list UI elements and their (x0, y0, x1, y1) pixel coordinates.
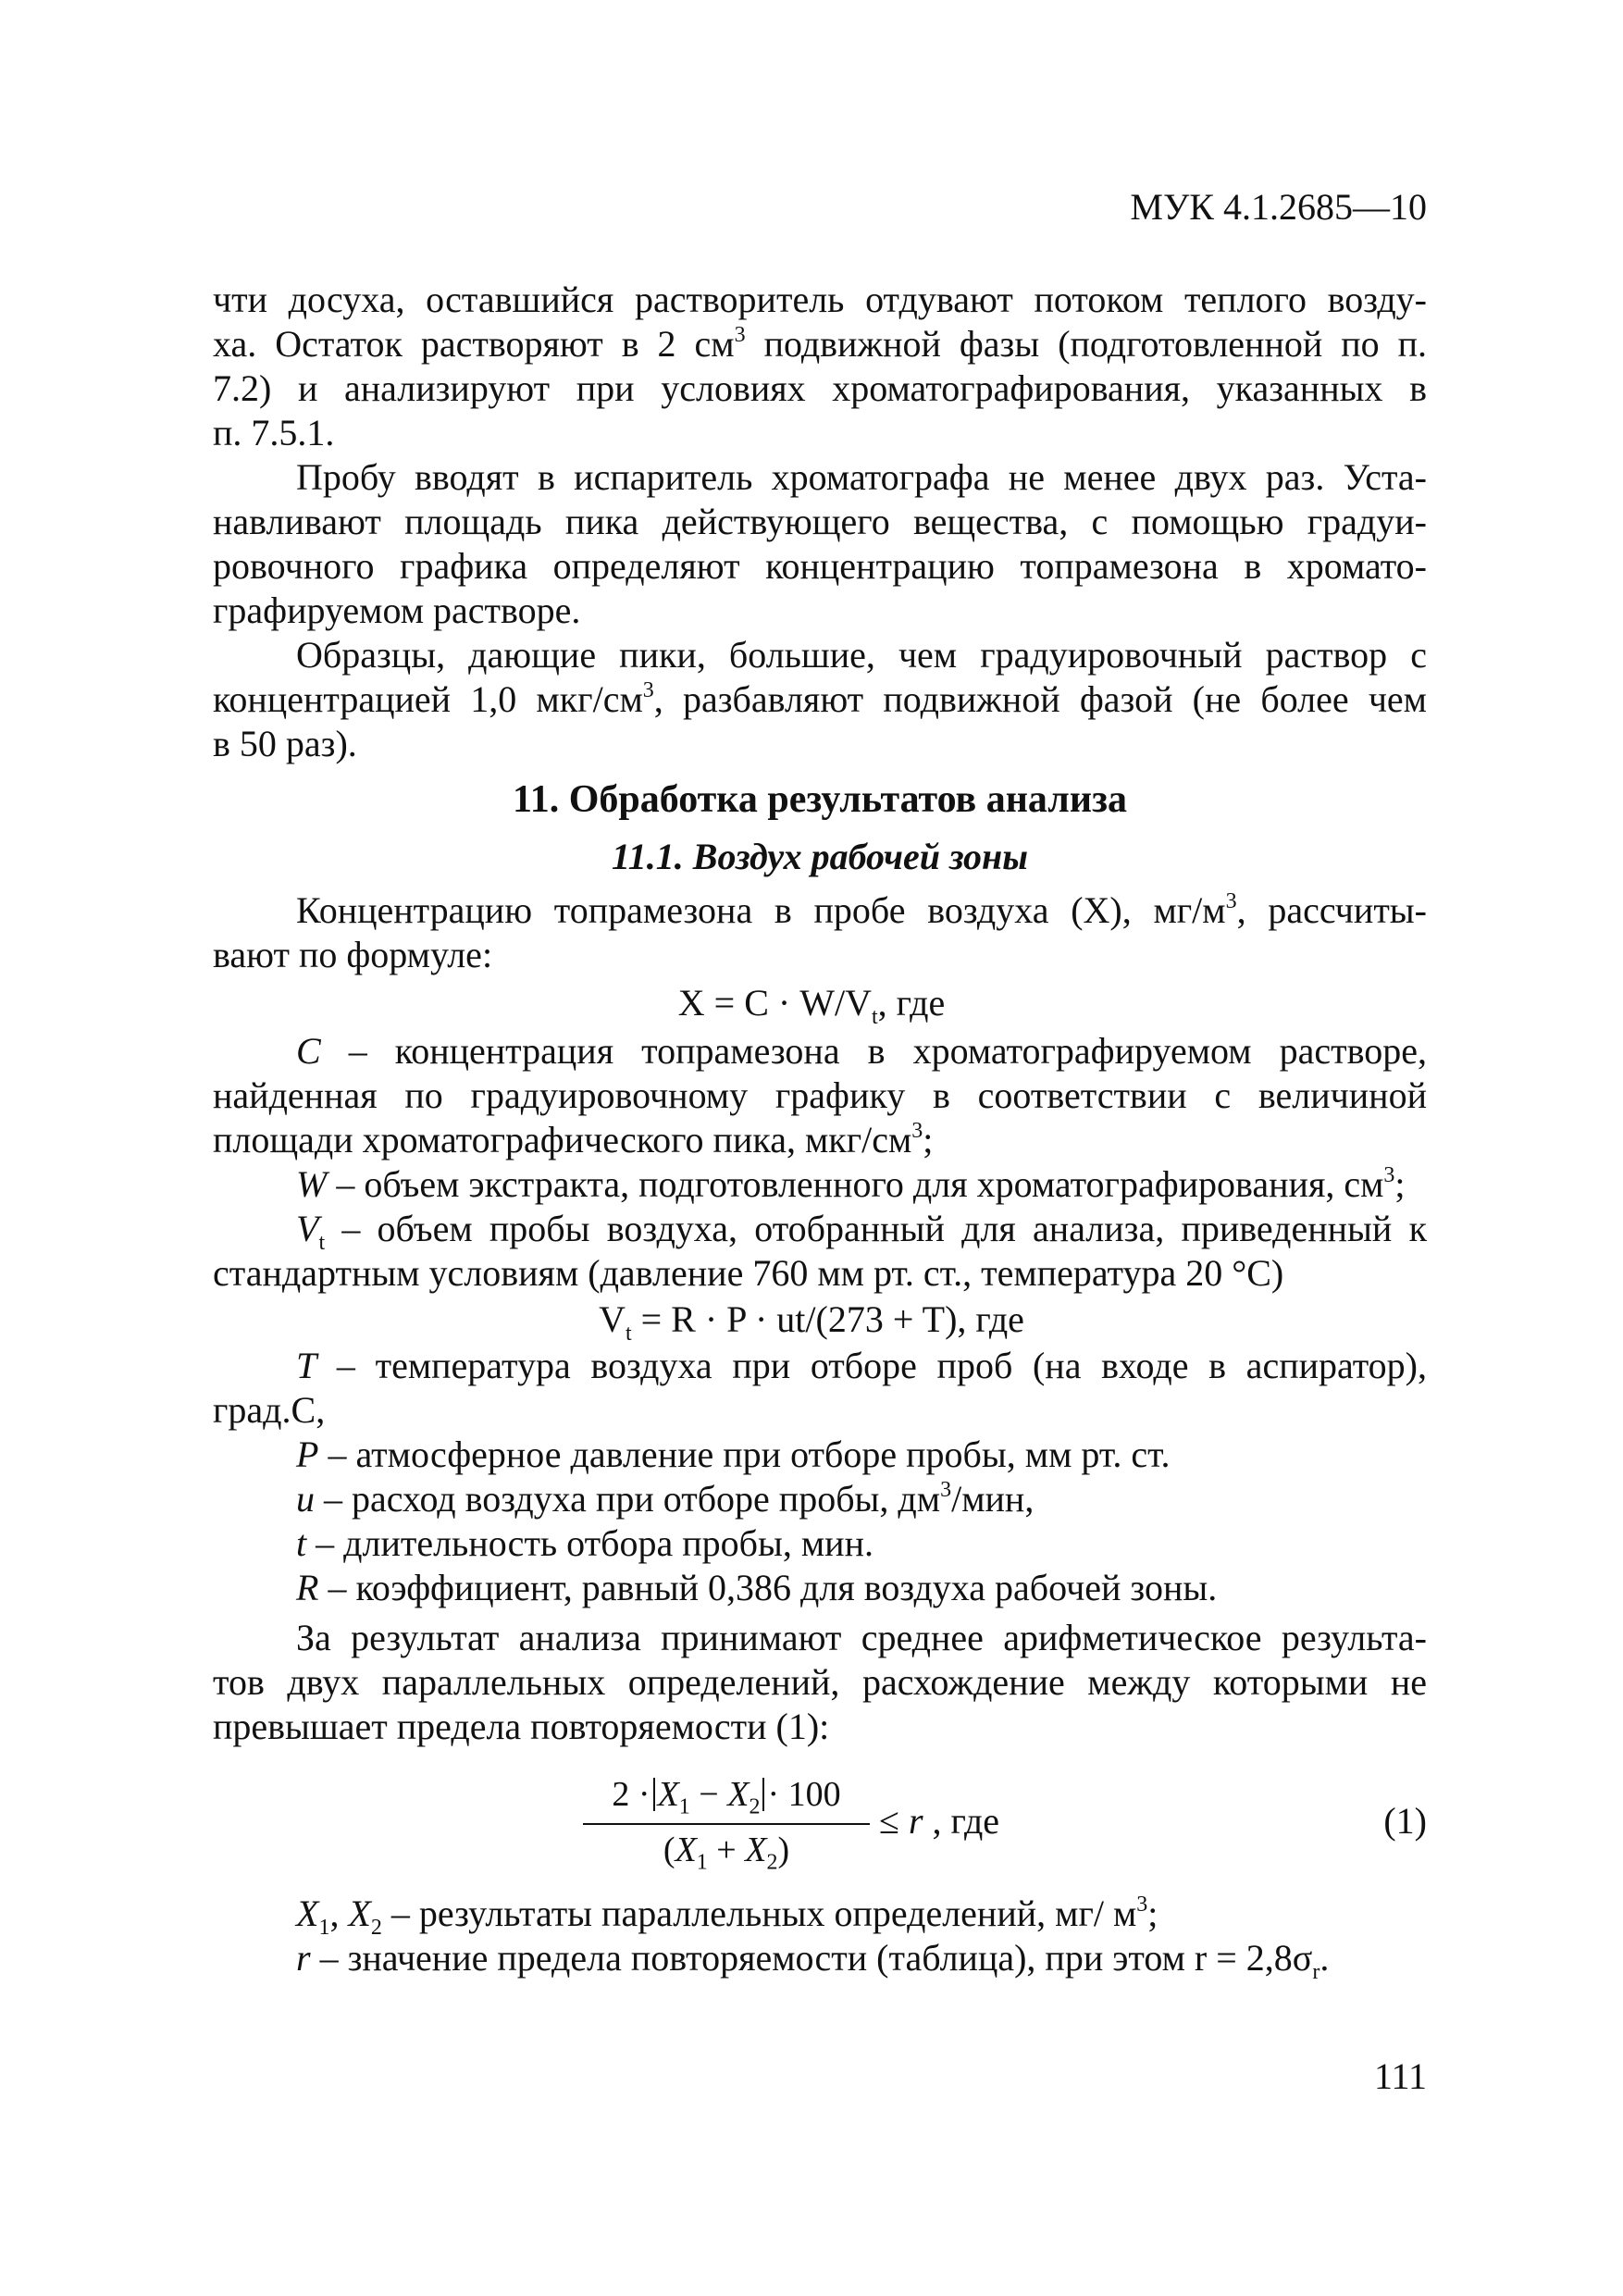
text-line: чти досуха, оставшийся растворитель отдувают потоком теплого возду- (213, 279, 1427, 320)
document-id-header: МУК 4.1.2685—10 (1130, 186, 1427, 228)
formula-concentration: $Х = С \cdot W/V_t$, где (677, 982, 946, 1029)
definition-c: С – концентрация топрамезона в хроматографируемом растворе, (296, 1030, 1427, 1072)
text-line: Концентрацию топрамезона в пробе воздуха (Х), $мг/м^3$, рассчиты- (296, 888, 1427, 931)
paragraph-2 (213, 455, 1427, 633)
text-line: навливают площадь пика действующего вещества, с помощью градуи- (213, 501, 1427, 542)
definition-x: $X_1$, $X_2$ – результаты параллельных определений, мг/ $м^3$; (296, 1892, 1158, 1940)
text-line: Образцы, дающие пики, большие, чем градуировочный раствор с (296, 634, 1427, 676)
text-line: графируемом растворе. (213, 590, 581, 631)
page-number: 111 (1373, 2055, 1427, 2097)
text-line: Пробу вводят в испаритель хроматографа не менее двух раз. Уста- (296, 456, 1427, 498)
text-line: п. 7.5.1. (213, 412, 335, 453)
definition-t: T – температура воздуха при отборе проб (на входе в аспиратор), (296, 1345, 1427, 1386)
text-line: найденная по градуировочному графику в соответствии с величиной (213, 1074, 1427, 1116)
fraction-bar (583, 1823, 870, 1825)
definition-p: P – атмосферное давление при отборе пробы, мм рт. ст. (296, 1433, 1171, 1475)
text-line: концентрацией 1,0 мкг/$см^3$, разбавляют подвижной фазой (не более чем (213, 677, 1427, 720)
paragraph-4 (213, 888, 1427, 977)
text-line: стандартным условиям (давление 760 мм рт. ст., температура 20 °С) (213, 1252, 1284, 1294)
paragraph-5 (213, 1616, 1427, 1749)
fraction-numerator: $2 \cdot X_1 - X_2 \cdot 100$ (612, 1775, 841, 1819)
text-line: площади хроматографического пика, мкг/$см^3$; (213, 1118, 934, 1160)
inequality-tail: ≤ r , где (879, 1800, 1000, 1842)
definitions-block-3 (213, 1892, 1427, 1984)
text-line: вают по формуле: (213, 934, 493, 975)
equation-number: (1) (1383, 1800, 1427, 1842)
paragraph-3 (213, 633, 1427, 766)
definition-duration: t – длительность отбора пробы, мин. (296, 1522, 873, 1564)
text-line: 7.2) и анализируют при условиях хроматографирования, указанных в (213, 367, 1427, 409)
formula-volume: $V_t = R \cdot P \cdot ut/(273 + T)$, где (599, 1298, 1024, 1346)
subsection-heading: 11.1. Воздух рабочей зоны (612, 836, 1028, 877)
text-line: в 50 раз). (213, 723, 357, 764)
text-line: превышает предела повторяемости (1): (213, 1706, 830, 1747)
fraction-denominator: $(X_1 + X_2)$ (663, 1831, 790, 1875)
definitions-block-2 (213, 1344, 1427, 1610)
definitions-block (213, 1029, 1427, 1296)
text-line: За результат анализа принимают среднее арифметическое результа- (296, 1617, 1427, 1658)
definition-vt: $V_t$ – объем пробы воздуха, отобранный для анализа, приведенный к (296, 1208, 1427, 1255)
definition-r-coef: R – коэффициент, равный 0,386 для воздуха рабочей зоны. (296, 1567, 1218, 1608)
text-line: град.С, (213, 1389, 326, 1431)
text-line: ха. Остаток растворяют в 2 $см^3$ подвижной фазы (подготовленной по п. (213, 322, 1428, 365)
paragraph-1 (213, 278, 1427, 455)
text-line: тов двух параллельных определений, расхождение между которыми не (213, 1661, 1427, 1703)
definition-u: u – расход воздуха при отборе пробы, $дм^3$/мин, (296, 1477, 1035, 1520)
definition-r-limit: r – значение предела повторяемости (таблица), при этом $r = 2,8\sigma_r$. (296, 1937, 1330, 1984)
text-line: ровочного графика определяют концентрацию топрамезона в хромато- (213, 545, 1427, 587)
definition-w: W – объем экстракта, подготовленного для хроматографирования, $см^3$; (296, 1162, 1406, 1205)
section-heading: 11. Обработка результатов анализа (513, 778, 1127, 821)
